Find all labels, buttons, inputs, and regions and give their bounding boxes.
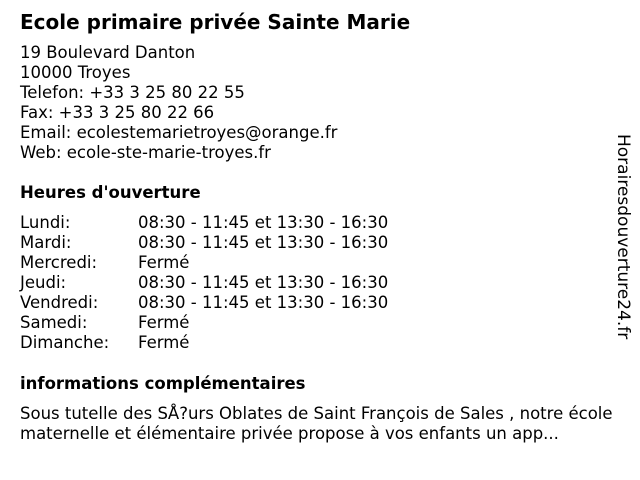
website-address[interactable]: Web: ecole-ste-marie-troyes.fr <box>20 143 271 162</box>
opening-hours-table <box>20 213 388 353</box>
watermark-text: Horairesdouverture24.fr <box>613 134 633 340</box>
day-label: Jeudi: <box>20 273 67 292</box>
hours-row <box>20 213 388 233</box>
hours-value: 08:30 - 11:45 et 13:30 - 16:30 <box>138 213 389 232</box>
hours-value: 08:30 - 11:45 et 13:30 - 16:30 <box>138 293 389 312</box>
hours-row <box>20 233 388 253</box>
address-street: 19 Boulevard Danton <box>20 43 196 62</box>
hours-value: Fermé <box>138 253 190 272</box>
hours-value: 08:30 - 11:45 et 13:30 - 16:30 <box>138 273 389 292</box>
day-label: Lundi: <box>20 213 71 232</box>
hours-value: 08:30 - 11:45 et 13:30 - 16:30 <box>138 233 389 252</box>
phone-number[interactable]: Telefon: +33 3 25 80 22 55 <box>20 83 245 102</box>
day-label: Mercredi: <box>20 253 98 272</box>
day-label: Mardi: <box>20 233 72 252</box>
address-city: 10000 Troyes <box>20 63 131 82</box>
page-title: Ecole primaire privée Sainte Marie <box>20 10 411 34</box>
info-description: Sous tutelle des SÅ?urs Oblates de Saint François de Sales , notre école maternelle et élémentaire privée propose à vos enfants un app... <box>20 404 613 443</box>
email-address[interactable]: Email: ecolestemarietroyes@orange.fr <box>20 123 338 142</box>
day-label: Samedi: <box>20 313 88 332</box>
hours-row <box>20 333 388 353</box>
day-label: Vendredi: <box>20 293 99 312</box>
info-heading: informations complémentaires <box>20 374 306 393</box>
hours-value: Fermé <box>138 333 190 352</box>
day-label: Dimanche: <box>20 333 110 352</box>
hours-row <box>20 273 388 293</box>
watermark <box>612 134 634 372</box>
hours-row <box>20 313 388 333</box>
hours-heading: Heures d'ouverture <box>20 183 201 202</box>
fax-number: Fax: +33 3 25 80 22 66 <box>20 103 215 122</box>
hours-value: Fermé <box>138 313 190 332</box>
contact-block <box>20 43 337 163</box>
hours-row <box>20 253 388 273</box>
hours-row <box>20 293 388 313</box>
